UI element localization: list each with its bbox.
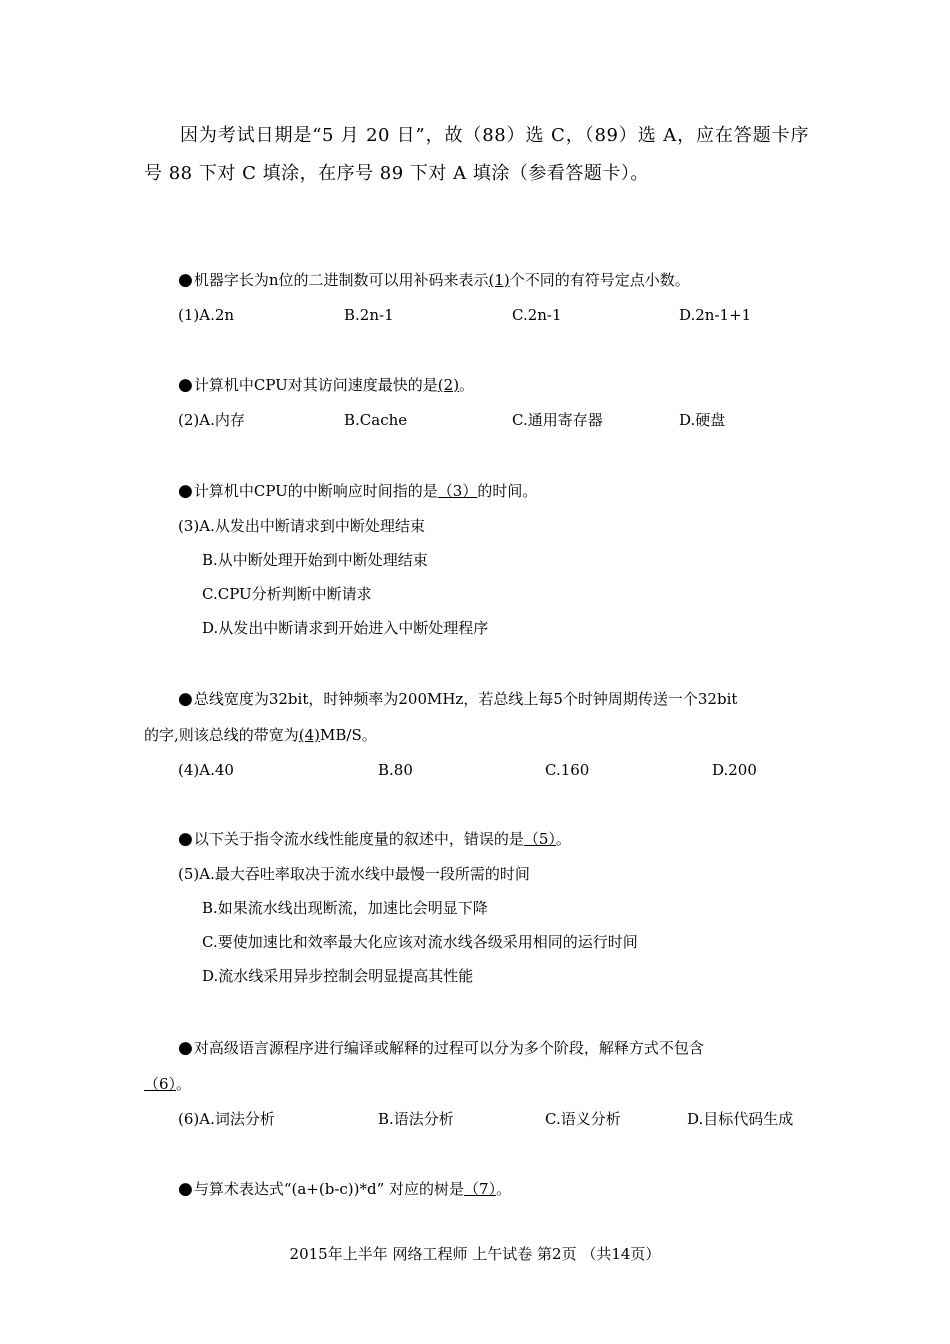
bullet-icon: ● [178,689,193,709]
question-4-options [144,753,814,787]
question-2-stem: ●计算机中CPU对其访问速度最快的是(2)。 [178,375,475,395]
question-5-stem: ●以下关于指令流水线性能度量的叙述中，错误的是（5）。 [178,829,571,849]
option-c: C.通用寄存器 [512,411,603,429]
option-b: B.从中断处理开始到中断处理结束 [202,551,428,569]
bullet-icon: ● [178,270,193,290]
option-a: (5)A.最大吞吐率取决于流水线中最慢一段所需的时间 [178,865,530,883]
bullet-icon: ● [178,1179,193,1199]
option-d: D.硬盘 [679,411,726,429]
option-d: D.2n-1+1 [679,306,752,324]
question-4-stem: ●总线宽度为32bit，时钟频率为200MHz，若总线上每5个时钟周期传送一个32bit 的字,则该总线的带宽为(4)MB/S。 [144,689,738,744]
answer-blank: (4) [298,726,321,744]
question-2-options [144,403,814,437]
answer-blank: （7） [464,1180,497,1198]
question-3 [144,473,814,645]
option-d: D.从发出中断请求到开始进入中断处理程序 [202,619,489,637]
option-a: (2)A.内存 [178,411,245,429]
option-d: D.目标代码生成 [687,1110,794,1128]
question-3-stem: ●计算机中CPU的中断响应时间指的是（3）的时间。 [178,481,538,501]
answer-blank: （5） [523,830,556,848]
question-2 [144,367,814,437]
answer-blank: (2) [437,376,460,394]
question-1 [144,262,814,332]
question-6-options [144,1102,814,1136]
question-7 [144,1171,814,1207]
option-c: C.要使加速比和效率最大化应该对流水线各级采用相同的运行时间 [202,933,638,951]
option-b: B.语法分析 [378,1110,454,1128]
option-c: C.160 [545,761,590,779]
bullet-icon: ● [178,829,193,849]
bullet-icon: ● [178,481,193,501]
answer-blank: （6） [144,1075,177,1093]
option-c: C.语义分析 [545,1110,621,1128]
intro-text: 因为考试日期是“5 月 20 日”，故（88）选 C，（89）选 A，应在答题卡序号 88 下对 C 填涂，在序号 89 下对 A 填涂（参看答题卡）。 [144,125,809,184]
option-b: B.Cache [344,411,408,429]
question-6-stem: ●对高级语言源程序进行编译或解释的过程可以分为多个阶段，解释方式不包含 （6）。 [144,1038,704,1093]
option-a: (4)A.40 [178,761,234,779]
bullet-icon: ● [178,1038,193,1058]
question-1-stem: ●机器字长为n位的二进制数可以用补码来表示(1)个不同的有符号定点小数。 [178,270,690,290]
question-5 [144,821,814,993]
option-a: (6)A.词法分析 [178,1110,275,1128]
intro-paragraph [144,117,809,193]
question-1-options [144,298,814,332]
option-b: B.2n-1 [344,306,394,324]
option-a: (1)A.2n [178,306,235,324]
option-a: (3)A.从发出中断请求到中断处理结束 [178,517,425,535]
option-b: B.如果流水线出现断流，加速比会明显下降 [202,899,488,917]
question-7-stem: ●与算术表达式“(a+(b-c))*d” 对应的树是（7）。 [178,1179,512,1199]
option-b: B.80 [378,761,413,779]
option-d: D.流水线采用异步控制会明显提高其性能 [202,967,474,985]
bullet-icon: ● [178,375,193,395]
option-d: D.200 [712,761,757,779]
question-4 [144,681,814,787]
question-6 [144,1030,814,1136]
page-footer: 2015年上半年 网络工程师 上午试卷 第2页 （共14页） [289,1245,661,1263]
answer-blank: （3） [437,482,478,500]
option-c: C.2n-1 [512,306,562,324]
answer-blank: (1) [488,271,510,289]
option-c: C.CPU分析判断中断请求 [202,585,372,603]
